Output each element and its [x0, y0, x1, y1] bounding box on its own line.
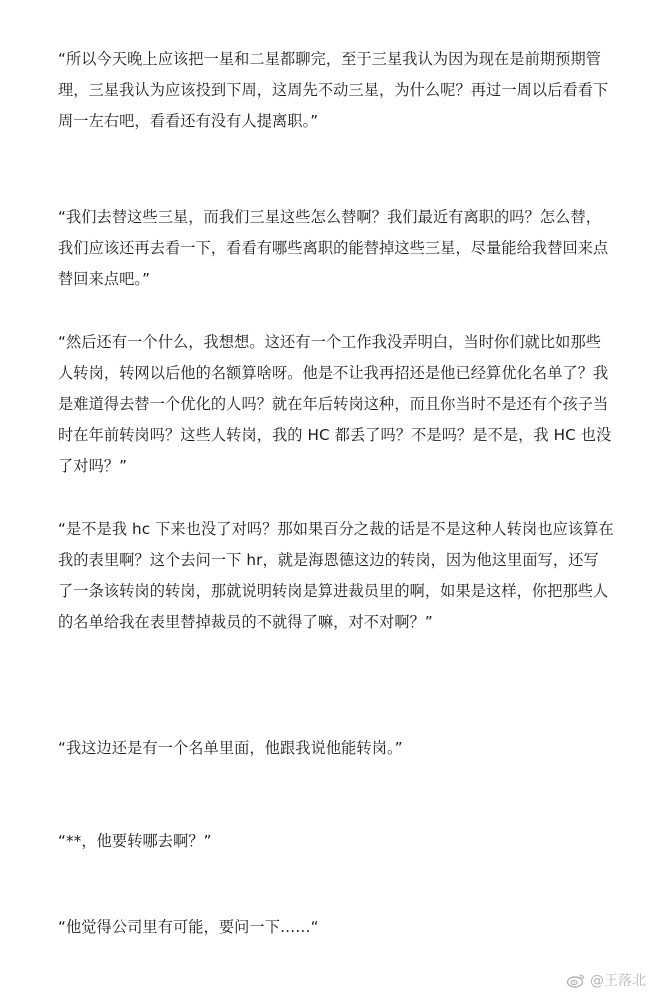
- paragraph-7: “他觉得公司里有可能，要问一下……“: [58, 918, 319, 936]
- paragraph-5: “我这边还是有一个名单里面，他跟我说他能转岗。”: [58, 739, 403, 757]
- paragraph-1: “所以今天晚上应该把一星和二星都聊完，至于三星我认为因为现在是前期预期管理，三星我认为应该投到下周，这周先不动三星，为什么呢？再过一周以后看看下周一左右吧，看看还有没有人提离职。”: [58, 50, 609, 130]
- watermark: [566, 970, 646, 990]
- watermark-text: @王落北: [590, 973, 646, 989]
- paragraph-2: “我们去替这些三星，而我们三星这些怎么替啊？我们最近有离职的吗？怎么替，我们应该还再去看一下，看看有哪些离职的能替掉这些三星，尽量能给我替回来点替回来点吧。”: [58, 208, 609, 288]
- paragraph-4: “是不是我 hc 下来也没了对吗？那如果百分之裁的话是不是这种人转岗也应该算在我的表里啊？这个去问一下 hr，就是海恩德这边的转岗，因为他这里面写，还写了一条该转岗的转岗，那就说明转岗是算进裁员里的啊，如果是这样，你把那些人的名单给我在表里替掉裁员的不就得了嘛，对不对啊？”: [58, 520, 614, 631]
- paragraph-3: “然后还有一个什么，我想想。这还有一个工作我没弄明白，当时你们就比如那些人转岗，转网以后他的名额算啥呀。他是不让我再招还是他已经算优化名单了？我是难道得去替一个优化的人吗？就在年后转岗这种，而且你当时不是还有个孩子当时在年前转岗吗？这些人转岗，我的 HC 都丢了吗？不是吗？是不是，我 HC 也没了对吗？”: [58, 333, 612, 475]
- weibo-icon: [566, 972, 586, 988]
- paragraph-6: “**，他要转哪去啊？”: [58, 832, 212, 850]
